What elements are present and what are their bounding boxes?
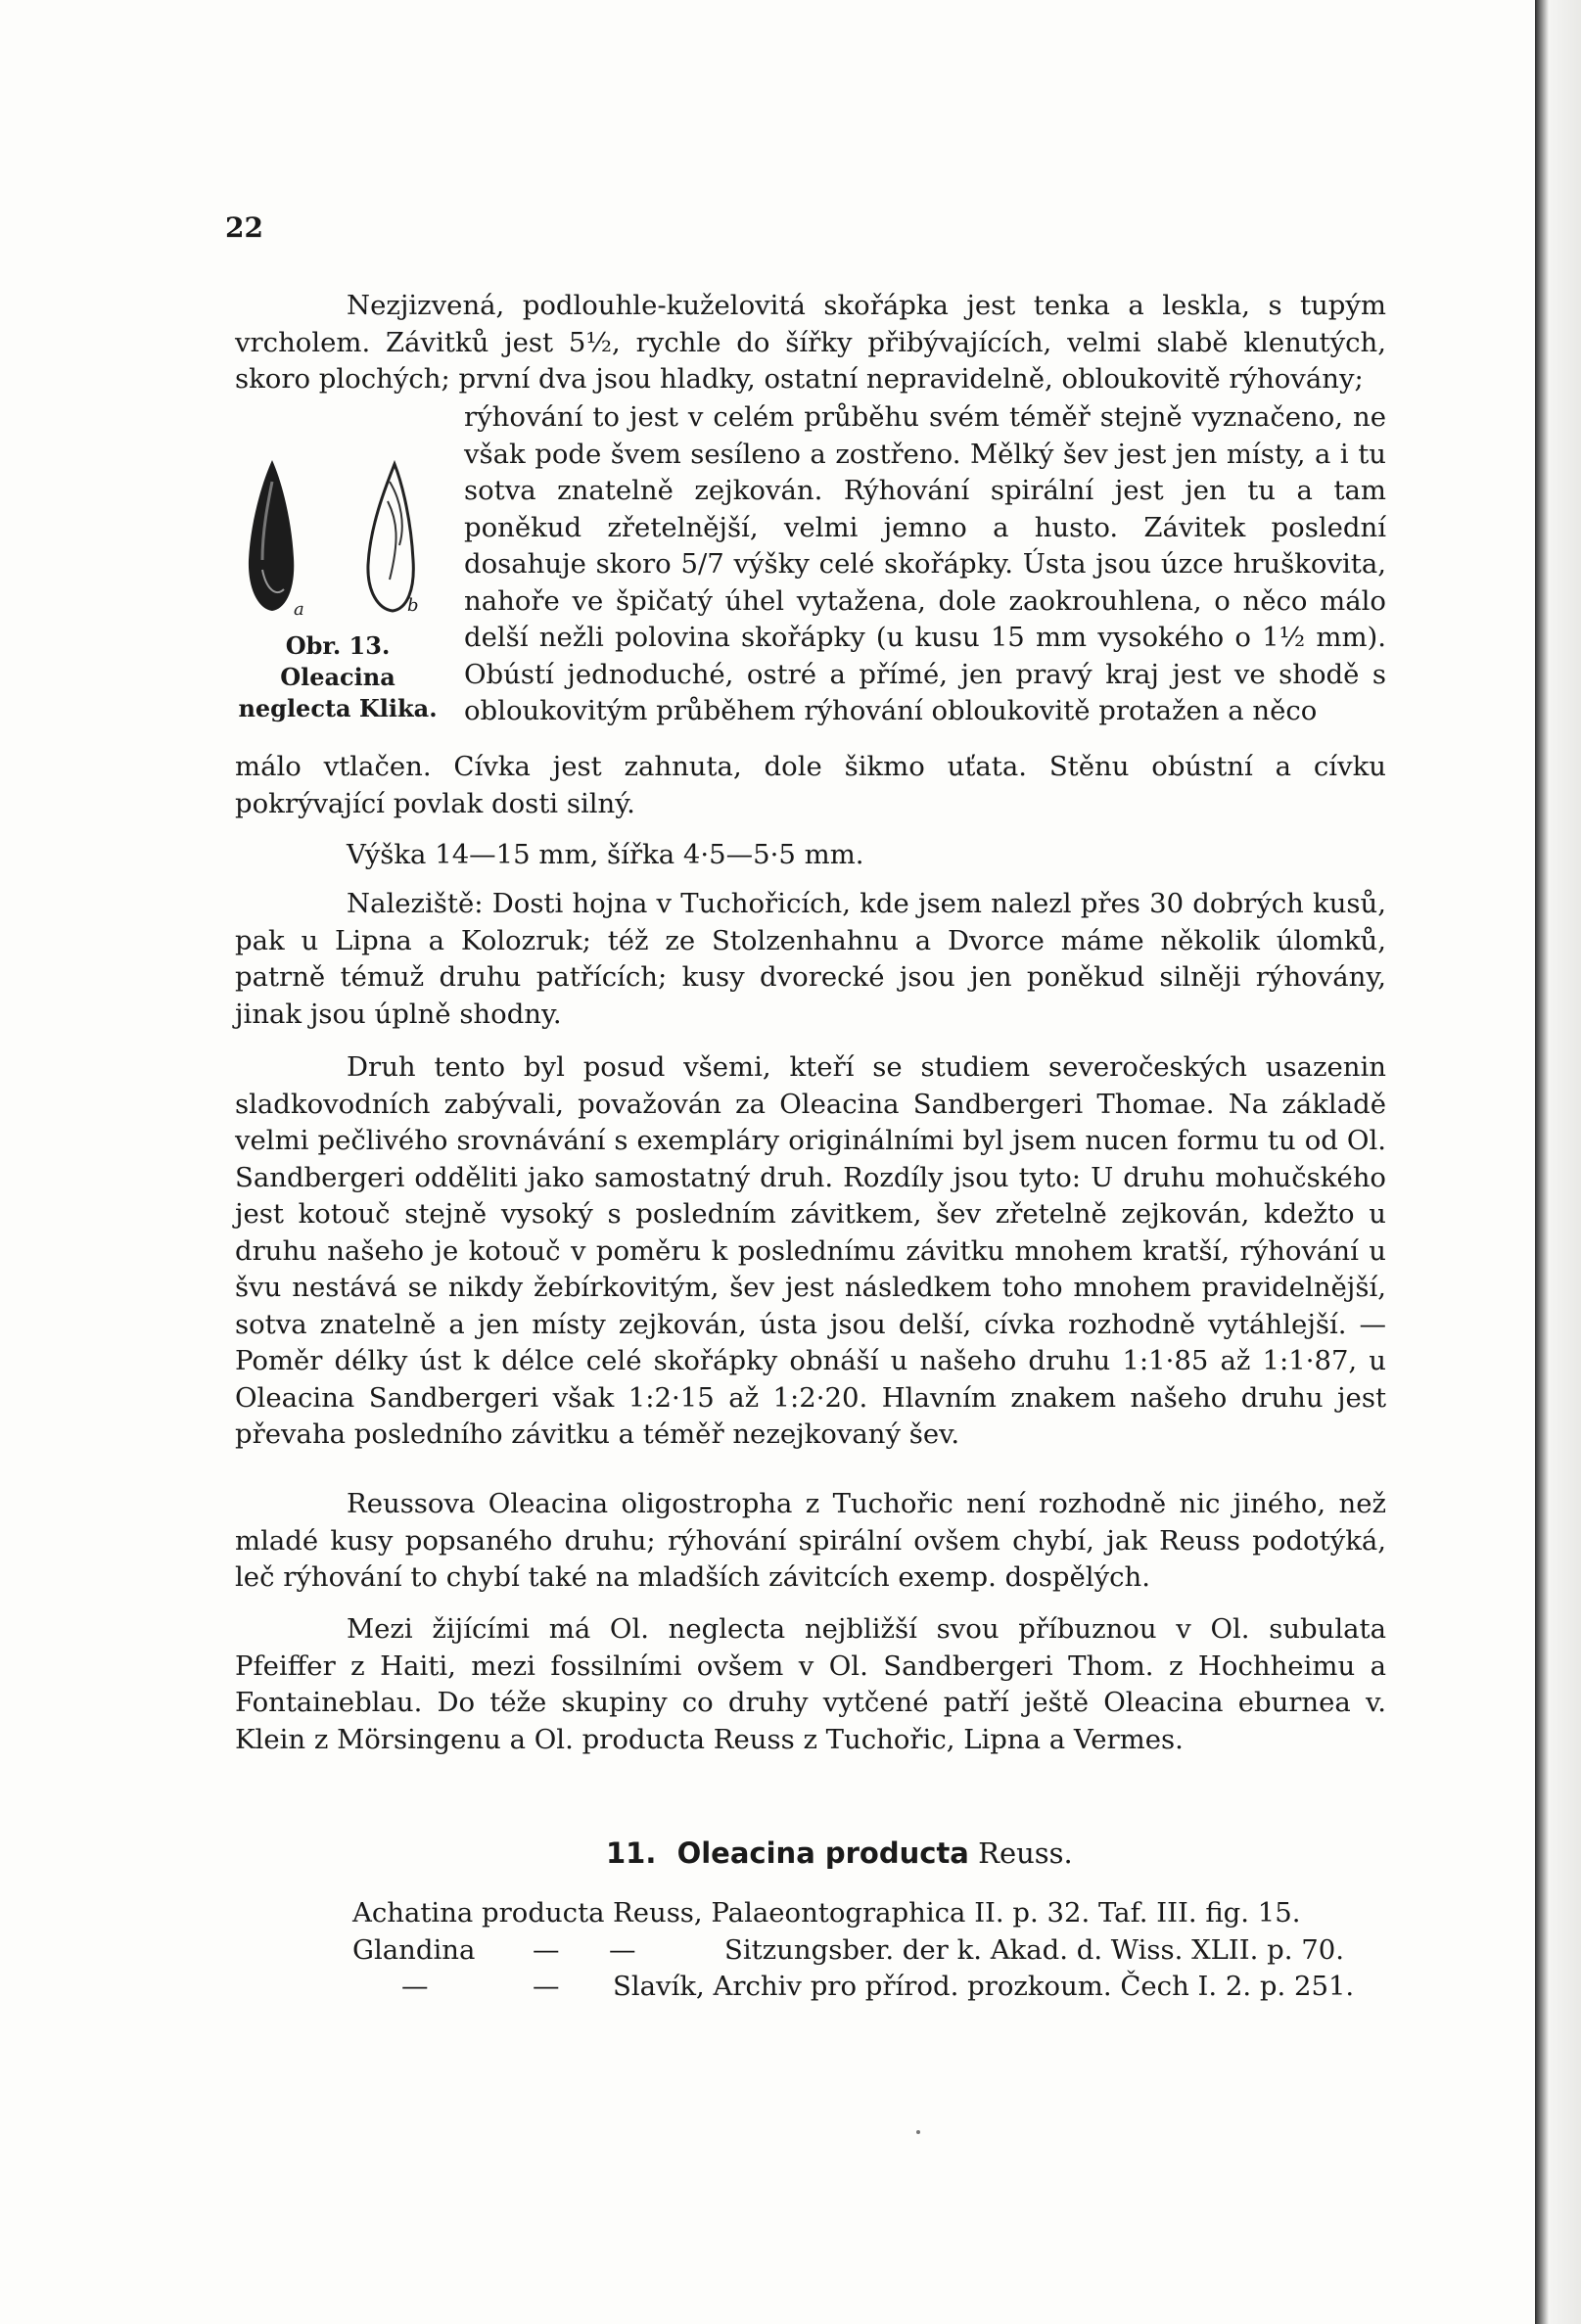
synonym-genus: Achatina producta xyxy=(352,1897,605,1929)
species-author: Reuss. xyxy=(978,1836,1073,1870)
comparison-text: Druh tento byl posud všemi, kteří se studiem severočeských usazenin sladkovodních zabývali, považován za Oleacina Sandbergeri Thomae. Na základě velmi pečlivého srovnávání s exempláry originálními byl jsem nucen formu tu od Ol. Sandbergeri odděliti jako samostatný druh. Rozdíly jsou tyto: U druhu mohučského jest kotouč stejně vysoký s posledním závitkem, šev zřetelně zejkován, kdežto u druhu našeho je kotouč v poměru k poslednímu závitku mnohem kratší, rýhování u švu nestává se nikdy žebírkovitým, šev jest následkem toho mnohem pravidelnější, sotva znatelně a jen místy zejkován, ústa jsou delší, cívka rozhodně vytáhlejší. — Poměr délky úst k délce celé skořápky obnáší u našeho druhu 1:1·85 až 1:1·87, u Oleacina Sandbergeri však 1:2·15 až 1:2·20. Hlavním znakem našeho druhu jest převaha posledního závitku a téměř nezejkovaný šev. xyxy=(235,1051,1386,1450)
species-heading xyxy=(606,1836,1073,1870)
figure-label-a: a xyxy=(294,599,304,620)
synonym-ditto: — xyxy=(401,1971,429,2002)
synonym-list xyxy=(352,1895,1390,2006)
shell-b-aperture-line xyxy=(388,501,396,580)
locality-text: Naleziště: Dosti hojna v Tuchořicích, kde jsem nalezl přes 30 dobrých kusů, pak u Lipna a Kolozruk; též ze Stolzenhahnu a Dvorce máme několik úlomků, patrně témuž druhu patřících; kusy dvorecké jsou jen poněkud silněji rýhovány, jinak jsou úplně shodny. xyxy=(235,888,1386,1030)
synonym-ditto: — xyxy=(609,1933,636,1966)
relatives-text: Mezi žijícími má Ol. neglecta nejbližší svou příbuznou v Ol. subulata Pfeiffer z Haiti, mezi fossilními ovšem v Ol. Sandbergeri Thom. z Hochheimu a Fontaineblau. Do téže skupiny co druhy vytčené patří ještě Oleacina eburnea v. Klein z Mörsingenu a Ol. producta Reuss z Tuchořic, Lipna a Vermes. xyxy=(235,1613,1386,1755)
intro-paragraph-bottom xyxy=(235,749,1386,822)
dimensions-text: Výška 14—15 mm, šířka 4·5—5·5 mm. xyxy=(347,839,864,870)
figure-caption-line1: Obr. 13. Oleacina xyxy=(280,631,395,691)
synonym-row xyxy=(352,1969,1390,2006)
page-number: 22 xyxy=(225,211,263,244)
figure-caption-line2: neglecta Klika. xyxy=(238,694,438,722)
intro-text-bottom: málo vtlačen. Cívka jest zahnuta, dole šikmo uťata. Stěnu obústní a cívku pokrývající povlak dosti silný. xyxy=(235,751,1386,819)
shell-b-outline xyxy=(368,464,413,611)
intro-text-top: Nezjizvená, podlouhle-kuželovitá skořápka jest tenka a leskla, s tupým vrcholem. Závitků jest 5½, rychle do šířky přibývajících, velmi slabě klenutých, skoro plochých; první dva jsou hladky, ostatní nepravidelně, obloukovitě rýhovány; xyxy=(235,290,1386,395)
synonym-reference: Sitzungsber. der k. Akad. d. Wiss. XLII. p. 70. xyxy=(724,1933,1344,1966)
species-name: Oleacina producta xyxy=(676,1836,969,1870)
synonym-ditto: — xyxy=(533,1971,560,2002)
reuss-text: Reussova Oleacina oligostropha z Tuchořic není rozhodně nic jiného, než mladé kusy popsaného druhu; rýhování spirální ovšem chybí, jak Reuss podotýká, leč rýhování to chybí také na mladších závitcích exemp. dospělých. xyxy=(235,1488,1386,1593)
shell-illustration xyxy=(233,442,434,628)
print-speck xyxy=(916,2130,920,2134)
intro-paragraph-top xyxy=(235,288,1386,398)
synonym-genus: Glandina xyxy=(352,1933,476,1966)
relatives-block xyxy=(235,1611,1386,1758)
synonym-reference: Reuss, Palaeontographica II. p. 32. Taf. III. fig. 15. xyxy=(613,1897,1301,1929)
locality-block xyxy=(235,886,1386,1033)
figure-label-b: b xyxy=(407,595,419,616)
intro-paragraph-wrap: rýhování to jest v celém průběhu svém téměř stejně vyznačeno, ne však pode švem sesíleno a zostřeno. Mělký šev jest jen místy, a i tu sotva znatelně zejkován. Rýhování spirální jest jen tu a tam poněkud zřetelnější, velmi jemno a husto. Závitek poslední dosahuje skoro 5/7 výšky celé skořápky. Ústa jsou úzce hruškovita, nahoře ve špičatý úhel vytažena, dole zaokrouhlena, o něco málo delší nežli polovina skořápky (u kusu 15 mm vysokého o 1½ mm). Obústí jednoduché, ostré a přímé, jen pravý kraj jest ve shodě s obloukovitým průběhem rýhování obloukovitě protažen a něco xyxy=(464,401,1386,726)
synonym-row xyxy=(352,1932,1390,1970)
reuss-block xyxy=(235,1486,1386,1597)
species-number: 11. xyxy=(606,1836,657,1870)
synonym-reference: Slavík, Archiv pro přírod. prozkoum. Čech I. 2. p. 251. xyxy=(613,1971,1355,2002)
figure-caption xyxy=(235,630,441,724)
page-edge xyxy=(1535,0,1581,2324)
comparison-block xyxy=(235,1049,1386,1454)
synonym-ditto: — xyxy=(533,1933,560,1966)
synonym-row xyxy=(352,1895,1390,1932)
dimensions-block xyxy=(235,837,1386,874)
